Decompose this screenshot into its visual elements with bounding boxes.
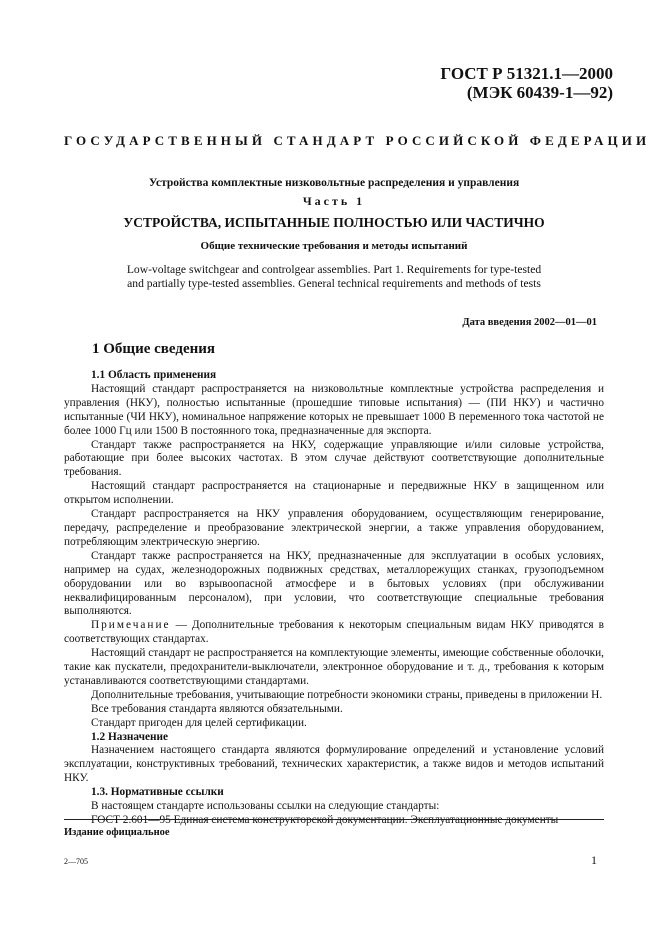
paragraph: Стандарт распространяется на НКУ управления оборудованием, осуществляющим генерирование, передачу, распределение и преобразование электрической энергии, а также управления оборудованием, потребляющим электрическую энергию.: [64, 508, 604, 548]
paragraph: Стандарт пригоден для целей сертификации.: [91, 716, 307, 729]
gost-number: ГОСТ Р 51321.1—2000: [440, 64, 613, 83]
introduction-date: Дата введения 2002—01—01: [462, 317, 597, 328]
section-heading: 1 Общие сведения: [92, 341, 215, 357]
paragraph: Стандарт также распространяется на НКУ, предназначенные для эксплуатации в особых условиях, например на судах, железнодорожных подвижных средствах, металлорежущих станках, грузоподъемном оборудовании или во взрывоопасной атмосфере и в бытовых условиях (при обслуживании неквалифицированным персоналом), при условии, что соответствующие специальные требования выполняются.: [64, 549, 604, 618]
paragraph: В настоящем стандарте использованы ссылки на следующие стандарты:: [91, 800, 440, 813]
english-title: [64, 263, 604, 291]
part-label: Часть 1: [302, 194, 366, 208]
footer-divider: [64, 819, 604, 820]
paragraph: Назначением настоящего стандарта являются формулирование определений и установление условий эксплуатации, конструктивных требований, технических характеристик, а также видов и методов испытаний НКУ.: [64, 744, 604, 785]
paragraph: ГОСТ 2.601—95 Единая система конструкторской документации. Эксплуатационные документы: [91, 814, 559, 826]
paragraph: Все требования стандарта являются обязательными.: [91, 702, 343, 715]
state-standard-heading: ГОСУДАРСТВЕННЫЙ СТАНДАРТ РОССИЙСКОЙ ФЕДЕРАЦИИ: [64, 133, 651, 148]
note-text: — Дополнительные требования к некоторым специальным видам НКУ приводятся в соответствующих стандартах.: [64, 619, 604, 646]
subsection-heading: 1.2 Назначение: [91, 730, 169, 743]
paragraph: Стандарт также распространяется на НКУ, содержащие управляющие и/или силовые устройства, работающие при более высоких частотах. В этом случае действуют соответствующие дополнительные требования.: [64, 438, 604, 479]
body-text: [64, 369, 604, 828]
paragraph: Дополнительные требования, учитывающие потребности экономики страны, приведены в приложении Н.: [91, 688, 603, 701]
paragraph: Настоящий стандарт не распространяется на комплектующие элементы, имеющие собственные оболочки, такие как пускатели, предохранители-выключатели, электронное оборудование и т. д., требования к которым устанавливаются соответствующими стандартами.: [64, 647, 604, 687]
english-title-line-2: and partially type-tested assemblies. General technical requirements and methods of tests: [127, 277, 541, 290]
note: [64, 619, 604, 647]
english-title-line-1: Low-voltage switchgear and controlgear assemblies. Part 1. Requirements for type-tested: [126, 263, 542, 276]
title-line: Устройства комплектные низковольтные распределения и управления: [148, 177, 520, 189]
paragraph: Настоящий стандарт распространяется на низковольтные комплектные устройства распределения и управления (НКУ), полностью испытанные (прошедшие типовые испытания) — (ПИ НКУ) и частично испытанные (ЧИ НКУ), номинальное напряжение которых не превышает 1000 В переменного тока частотой не более 1000 Гц или 1500 В постоянного тока, предназначенные для экспорта.: [64, 382, 604, 437]
page-number: 1: [591, 853, 597, 867]
iec-number: (МЭК 60439-1—92): [466, 83, 613, 102]
subtitle: Общие технические требования и методы испытаний: [200, 240, 468, 252]
edition-label: Издание официальное: [64, 827, 170, 838]
subsection-heading: 1.3. Нормативные ссылки: [91, 786, 224, 799]
subsection-heading: 1.1 Область применения: [91, 369, 217, 381]
print-code: 2—705: [64, 857, 88, 866]
paragraph: Настоящий стандарт распространяется на стационарные и передвижные НКУ в защищенном или открытом исполнении.: [64, 480, 604, 507]
main-title: УСТРОЙСТВА, ИСПЫТАННЫЕ ПОЛНОСТЬЮ ИЛИ ЧАСТИЧНО: [123, 215, 545, 230]
note-label: Примечание: [91, 619, 171, 632]
gost-designation: [440, 64, 613, 102]
